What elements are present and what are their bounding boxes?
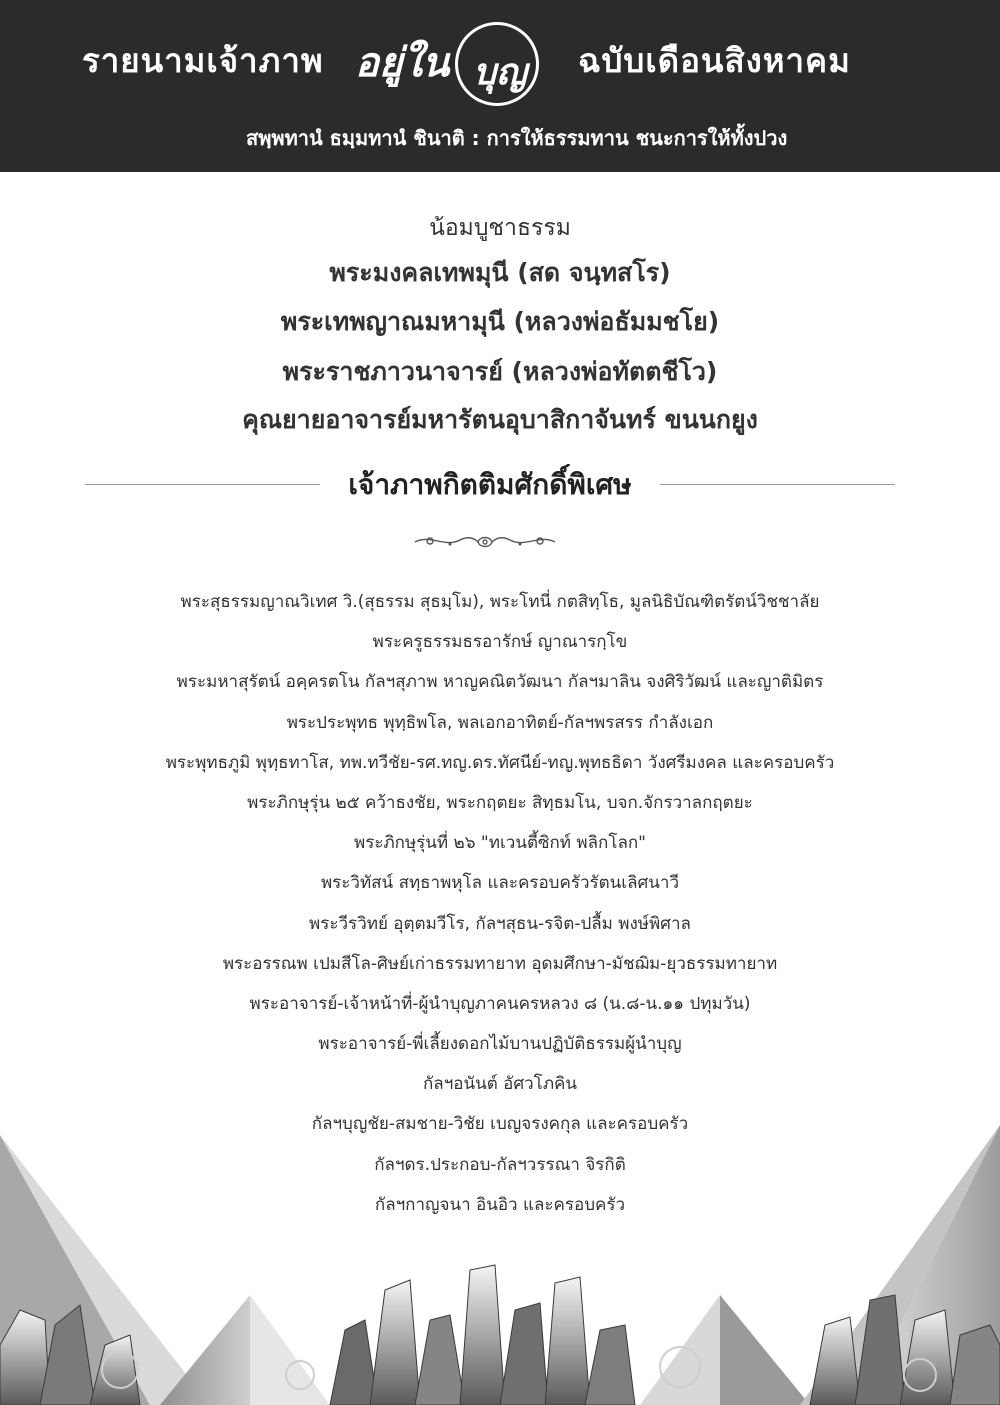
sponsor-line: พระมหาสุรัตน์ อคฺครตโน กัลฯสุภาพ หาญคณิตวัฒนา กัลฯมาลิน จงศิริวัฒน์ และญาติมิตร [176,672,824,693]
logo-circle [455,22,539,106]
crystal-pyramid-scenery-image [0,1105,1000,1405]
sponsor-line: พระวีรวิทย์ อุตฺตมวีโร, กัลฯสุธน-รจิต-ปลื้ม พงษ์พิศาล [309,913,691,934]
section-heading: เจ้าภาพกิตติมศักดิ์พิเศษ [348,468,632,501]
sponsor-line: พระอรรณพ เปมสีโล-ศิษย์เก่าธรรมทายาท อุดมศึกษา-มัชฌิม-ยุวธรรมทายาท [222,953,778,974]
sponsor-line: พระภิกษุรุ่นที่ ๒๖ "ทเวนตี้ซิกท์ พลิกโลก" [354,833,646,854]
divider-left [85,484,320,485]
ornament-flourish-icon [410,530,560,552]
sponsor-line: กัลฯดร.ประกอบ-กัลฯวรรณา จิรกิติ [374,1154,626,1175]
sponsor-line: พระวิทัสน์ สทฺธาพหุโล และครอบครัวรัตนเลิศนาวี [320,873,680,894]
sponsor-line: พระครูธรรมธรอารักษ์ ญาณารกฺโข [372,632,628,653]
sponsor-line: พระพุทธภูมิ พุทฺธทาโส, ทพ.ทวีชัย-รศ.ทญ.ดร.ทัศนีย์-ทญ.พุทธธิดา วังศรีมงคล และครอบครัว [165,752,835,773]
dedication-intro: น้อมบูชาธรรม [429,215,571,241]
sponsor-line: กัลฯอนันต์ อัศวโภคิน [422,1074,578,1095]
logo-script: อยู่ใน [355,39,450,86]
honoree: พระมงคลเทพมุนี (สด จนฺทสโร) [329,258,671,287]
sponsor-line: พระภิกษุรุ่น ๒๕ คว้าธงชัย, พระกฤตยะ สิทฺธมโน, บจก.จักรวาลกฤตยะ [247,792,753,813]
section-heading-row [85,458,895,508]
sponsor-line: กัลฯกาญจนา อินอิว และครอบครัว [374,1194,626,1215]
divider-right [660,484,895,485]
honoree: คุณยายอาจารย์มหารัตนอุบาสิกาจันทร์ ขนนกยูง [242,405,758,434]
honoree: พระเทพญาณมหามุนี (หลวงพ่อธัมมชโย) [280,307,720,336]
logo-number: บุญ [473,51,527,93]
header-banner [0,0,1000,172]
honoree: พระราชภาวนาจารย์ (หลวงพ่อทัตตชีโว) [282,357,718,386]
magazine-logo [355,20,580,110]
title-right: ฉบับเดือนสิงหาคม [578,41,851,80]
header-subtitle: สพฺพทานํ ธมฺมทานํ ชินาติ : การให้ธรรมทาน ชนะการให้ทั้งปวง [246,126,788,150]
sponsor-line: พระอาจารย์-เจ้าหน้าที่-ผู้นำบุญภาคนครหลวง ๘ (น.๘-น.๑๑ ปทุมวัน) [249,993,751,1014]
sponsor-line: พระอาจารย์-พี่เลี้ยงดอกไม้บานปฏิบัติธรรมผู้นำบุญ [318,1034,682,1055]
sponsor-line: กัลฯบุญชัย-สมชาย-วิชัย เบญจรงคกุล และครอบครัว [311,1114,689,1135]
sponsor-line: พระสุธรรมญาณวิเทศ วิ.(สุธรรม สุธมฺโม), พระโทนี่ กตสิทฺโธ, มูลนิธิบัณฑิตรัตน์วิชชาลัย [180,592,820,612]
title-left: รายนามเจ้าภาพ [82,41,324,80]
sponsor-line: พระประพุทธ พุทฺธิพโล, พลเอกอาทิตย์-กัลฯพรสรร กำลังเอก [286,712,714,733]
